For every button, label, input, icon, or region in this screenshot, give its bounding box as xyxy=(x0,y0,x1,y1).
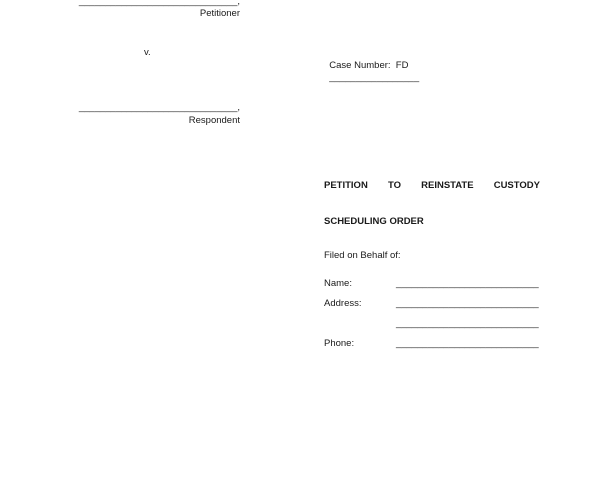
name-label: Name: xyxy=(324,278,352,289)
address-label: Address: xyxy=(324,298,362,309)
title-word: REINSTATE xyxy=(421,180,474,191)
title-word: TO xyxy=(387,180,401,191)
phone-field[interactable]: ___________________________ xyxy=(396,338,539,349)
case-number xyxy=(324,48,419,84)
title-word: PETITION xyxy=(324,180,368,191)
filed-on-behalf-heading: Filed on Behalf of: xyxy=(324,250,401,261)
address-field-line-2[interactable]: ___________________________ xyxy=(396,318,539,329)
document-title-line-1 xyxy=(324,180,540,192)
case-number-field[interactable]: _________________ xyxy=(329,72,420,83)
name-field[interactable]: ___________________________ xyxy=(396,278,539,289)
title-word: CUSTODY xyxy=(493,180,540,191)
document-title-line-2: SCHEDULING ORDER xyxy=(324,216,424,227)
petitioner-name-line[interactable]: ______________________________, xyxy=(78,0,240,7)
versus-label: v. xyxy=(144,47,151,58)
petitioner-label: Petitioner xyxy=(199,8,240,19)
respondent-name-line[interactable]: ______________________________, xyxy=(78,102,240,113)
document-title xyxy=(324,156,540,240)
address-field-line-1[interactable]: ___________________________ xyxy=(396,298,539,309)
phone-label: Phone: xyxy=(324,338,355,349)
respondent-label: Respondent xyxy=(188,115,240,126)
case-number-label: Case Number: FD xyxy=(329,60,409,71)
